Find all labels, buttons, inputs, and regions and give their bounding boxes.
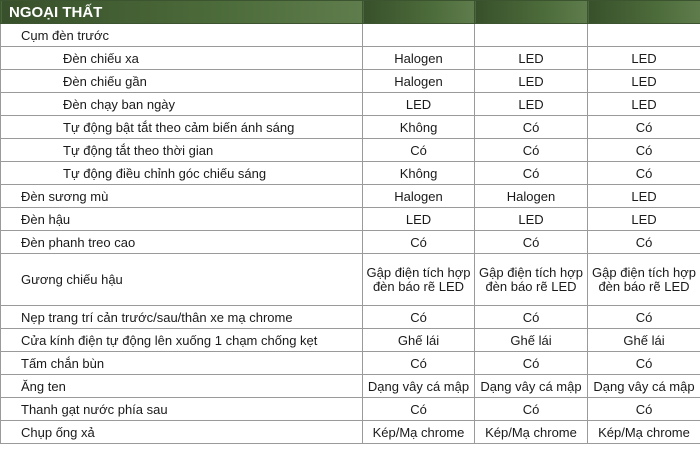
spec-value: Có	[588, 306, 700, 329]
spec-value: Có	[363, 231, 475, 254]
spec-value: Halogen	[363, 185, 475, 208]
spec-value: Có	[475, 162, 588, 185]
spec-value: Không	[363, 116, 475, 139]
table-row	[1, 231, 700, 254]
spec-value: LED	[363, 208, 475, 231]
table-row	[1, 329, 700, 352]
spec-value: Có	[588, 352, 700, 375]
section-header	[1, 1, 700, 24]
spec-value: Kép/Mạ chrome	[475, 421, 588, 444]
feature-label: Đèn chiếu xa	[1, 47, 363, 70]
spec-value: LED	[588, 47, 700, 70]
feature-label: Cụm đèn trước	[1, 24, 363, 47]
feature-label: Cửa kính điện tự động lên xuống 1 chạm chống kẹt	[1, 329, 363, 352]
feature-label: Thanh gạt nước phía sau	[1, 398, 363, 421]
spec-value: LED	[475, 47, 588, 70]
spec-value: Gập điện tích hợp đèn báo rẽ LED	[475, 254, 588, 306]
feature-label: Đèn chạy ban ngày	[1, 93, 363, 116]
table-row	[1, 352, 700, 375]
feature-label: Đèn phanh treo cao	[1, 231, 363, 254]
table-row	[1, 375, 700, 398]
spec-value: Có	[475, 352, 588, 375]
spec-value: Có	[475, 398, 588, 421]
spec-value: Không	[363, 162, 475, 185]
feature-label: Ăng ten	[1, 375, 363, 398]
spec-value: LED	[475, 208, 588, 231]
spec-value: LED	[588, 93, 700, 116]
feature-label: Gương chiếu hậu	[1, 254, 363, 306]
feature-label: Chụp ống xả	[1, 421, 363, 444]
spec-value: Halogen	[475, 185, 588, 208]
table-row	[1, 24, 700, 47]
section-title: NGOẠI THẤT	[1, 1, 363, 24]
feature-label: Nẹp trang trí cản trước/sau/thân xe mạ chrome	[1, 306, 363, 329]
spec-value: Dạng vây cá mập	[363, 375, 475, 398]
spec-value: Gập điện tích hợp đèn báo rẽ LED	[588, 254, 700, 306]
table-row	[1, 398, 700, 421]
spec-value: LED	[588, 208, 700, 231]
spec-value: Dạng vây cá mập	[588, 375, 700, 398]
table-row	[1, 208, 700, 231]
table-row	[1, 162, 700, 185]
spec-value: LED	[588, 185, 700, 208]
feature-label: Tự động điều chỉnh góc chiếu sáng	[1, 162, 363, 185]
feature-label: Đèn hậu	[1, 208, 363, 231]
spec-value: Có	[588, 231, 700, 254]
spec-value: Có	[588, 162, 700, 185]
table-row	[1, 306, 700, 329]
table-row	[1, 185, 700, 208]
spec-value: Có	[363, 398, 475, 421]
spec-value: LED	[588, 70, 700, 93]
table-row	[1, 47, 700, 70]
spec-value: Halogen	[363, 47, 475, 70]
spec-value: Có	[363, 139, 475, 162]
spec-value: LED	[475, 93, 588, 116]
spec-value: Dạng vây cá mập	[475, 375, 588, 398]
spec-value	[475, 24, 588, 47]
spec-value: Có	[363, 306, 475, 329]
table-row	[1, 93, 700, 116]
spec-value: Ghế lái	[475, 329, 588, 352]
spec-value: Có	[588, 398, 700, 421]
spec-value: Có	[475, 116, 588, 139]
spec-value: LED	[475, 70, 588, 93]
header-cell	[475, 1, 588, 24]
spec-value: Có	[475, 306, 588, 329]
spec-value: Có	[588, 139, 700, 162]
table-row	[1, 421, 700, 444]
spec-value: Halogen	[363, 70, 475, 93]
feature-label: Tấm chắn bùn	[1, 352, 363, 375]
feature-label: Tự động tắt theo thời gian	[1, 139, 363, 162]
spec-value: Có	[475, 139, 588, 162]
spec-value: LED	[363, 93, 475, 116]
spec-value: Có	[588, 116, 700, 139]
header-cell	[363, 1, 475, 24]
feature-label: Đèn chiếu gần	[1, 70, 363, 93]
spec-value: Có	[475, 231, 588, 254]
table-row	[1, 116, 700, 139]
spec-value: Ghế lái	[363, 329, 475, 352]
spec-value	[363, 24, 475, 47]
header-cell	[588, 1, 700, 24]
feature-label: Đèn sương mù	[1, 185, 363, 208]
spec-value	[588, 24, 700, 47]
table-row	[1, 70, 700, 93]
table-row	[1, 254, 700, 306]
feature-label: Tự động bật tắt theo cảm biến ánh sáng	[1, 116, 363, 139]
spec-value: Kép/Mạ chrome	[588, 421, 700, 444]
spec-value: Gập điện tích hợp đèn báo rẽ LED	[363, 254, 475, 306]
spec-value: Có	[363, 352, 475, 375]
spec-value: Kép/Mạ chrome	[363, 421, 475, 444]
table-row	[1, 139, 700, 162]
spec-value: Ghế lái	[588, 329, 700, 352]
